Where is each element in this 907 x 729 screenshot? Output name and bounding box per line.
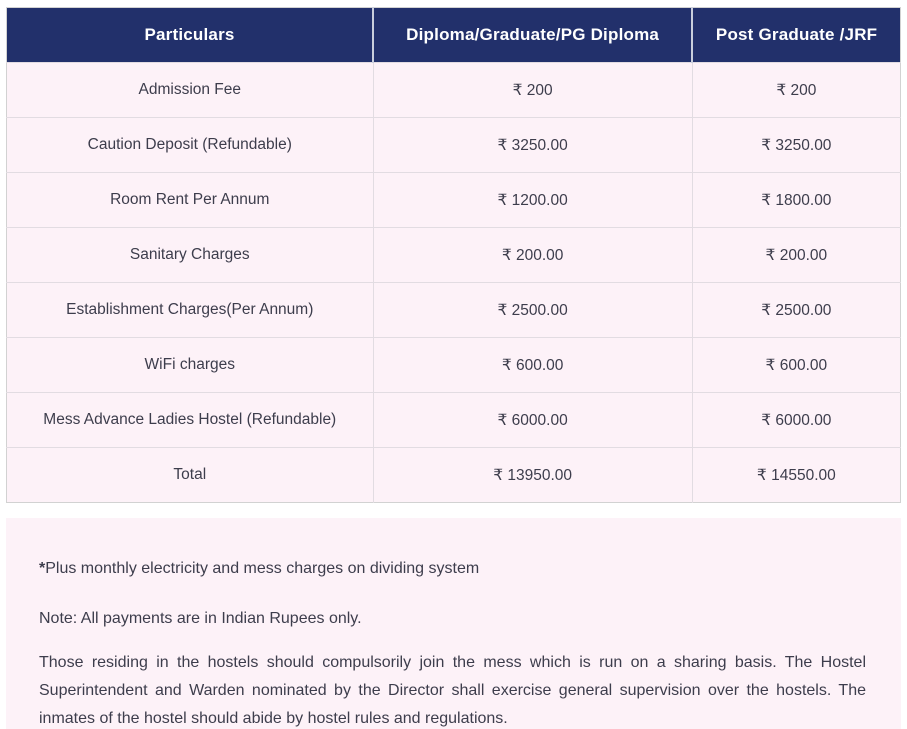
cell-diploma-fee: ₹ 200.00 bbox=[373, 228, 692, 283]
cell-particulars: WiFi charges bbox=[7, 338, 374, 393]
cell-postgraduate-fee: ₹ 1800.00 bbox=[692, 173, 900, 228]
table-body bbox=[7, 63, 901, 503]
table-row bbox=[7, 338, 901, 393]
table-row bbox=[7, 173, 901, 228]
notes-panel bbox=[6, 518, 901, 729]
asterisk-marker: * bbox=[39, 560, 46, 577]
mess-rules-paragraph: Those residing in the hostels should compulsorily join the mess which is run on a sharing basis. The Hostel Superintendent and Warden nominated by the Director shall exercise general supervision over the hostels. The inmates of the hostel should abide by hostel rules and regulations. bbox=[39, 654, 866, 727]
table-header bbox=[7, 8, 901, 63]
cell-particulars-total: Total bbox=[7, 448, 374, 503]
column-header-postgraduate: Post Graduate /JRF bbox=[692, 8, 900, 63]
cell-postgraduate-fee: ₹ 3250.00 bbox=[692, 118, 900, 173]
cell-diploma-fee: ₹ 2500.00 bbox=[373, 283, 692, 338]
cell-postgraduate-fee: ₹ 600.00 bbox=[692, 338, 900, 393]
cell-particulars: Caution Deposit (Refundable) bbox=[7, 118, 374, 173]
cell-particulars: Sanitary Charges bbox=[7, 228, 374, 283]
cell-diploma-fee: ₹ 3250.00 bbox=[373, 118, 692, 173]
table-row bbox=[7, 393, 901, 448]
cell-diploma-fee: ₹ 1200.00 bbox=[373, 173, 692, 228]
table-row bbox=[7, 118, 901, 173]
cell-postgraduate-fee: ₹ 6000.00 bbox=[692, 393, 900, 448]
electricity-mess-note bbox=[39, 555, 868, 583]
cell-postgraduate-fee: ₹ 200.00 bbox=[692, 228, 900, 283]
column-header-diploma: Diploma/Graduate/PG Diploma bbox=[373, 8, 692, 63]
payments-currency-note: Note: All payments are in Indian Rupees only. bbox=[39, 610, 362, 627]
electricity-mess-note-text: Plus monthly electricity and mess charges on dividing system bbox=[45, 560, 480, 577]
cell-particulars: Admission Fee bbox=[7, 63, 374, 118]
cell-particulars: Establishment Charges(Per Annum) bbox=[7, 283, 374, 338]
hostel-fees-table bbox=[6, 7, 901, 503]
cell-diploma-fee: ₹ 200 bbox=[373, 63, 692, 118]
cell-particulars: Mess Advance Ladies Hostel (Refundable) bbox=[7, 393, 374, 448]
cell-postgraduate-fee: ₹ 200 bbox=[692, 63, 900, 118]
cell-diploma-total: ₹ 13950.00 bbox=[373, 448, 692, 503]
table-row bbox=[7, 63, 901, 118]
cell-particulars: Room Rent Per Annum bbox=[7, 173, 374, 228]
cell-diploma-fee: ₹ 6000.00 bbox=[373, 393, 692, 448]
cell-postgraduate-total: ₹ 14550.00 bbox=[692, 448, 900, 503]
column-header-particulars: Particulars bbox=[7, 8, 374, 63]
table-row bbox=[7, 283, 901, 338]
table-row-total bbox=[7, 448, 901, 503]
cell-postgraduate-fee: ₹ 2500.00 bbox=[692, 283, 900, 338]
cell-diploma-fee: ₹ 600.00 bbox=[373, 338, 692, 393]
table-row bbox=[7, 228, 901, 283]
